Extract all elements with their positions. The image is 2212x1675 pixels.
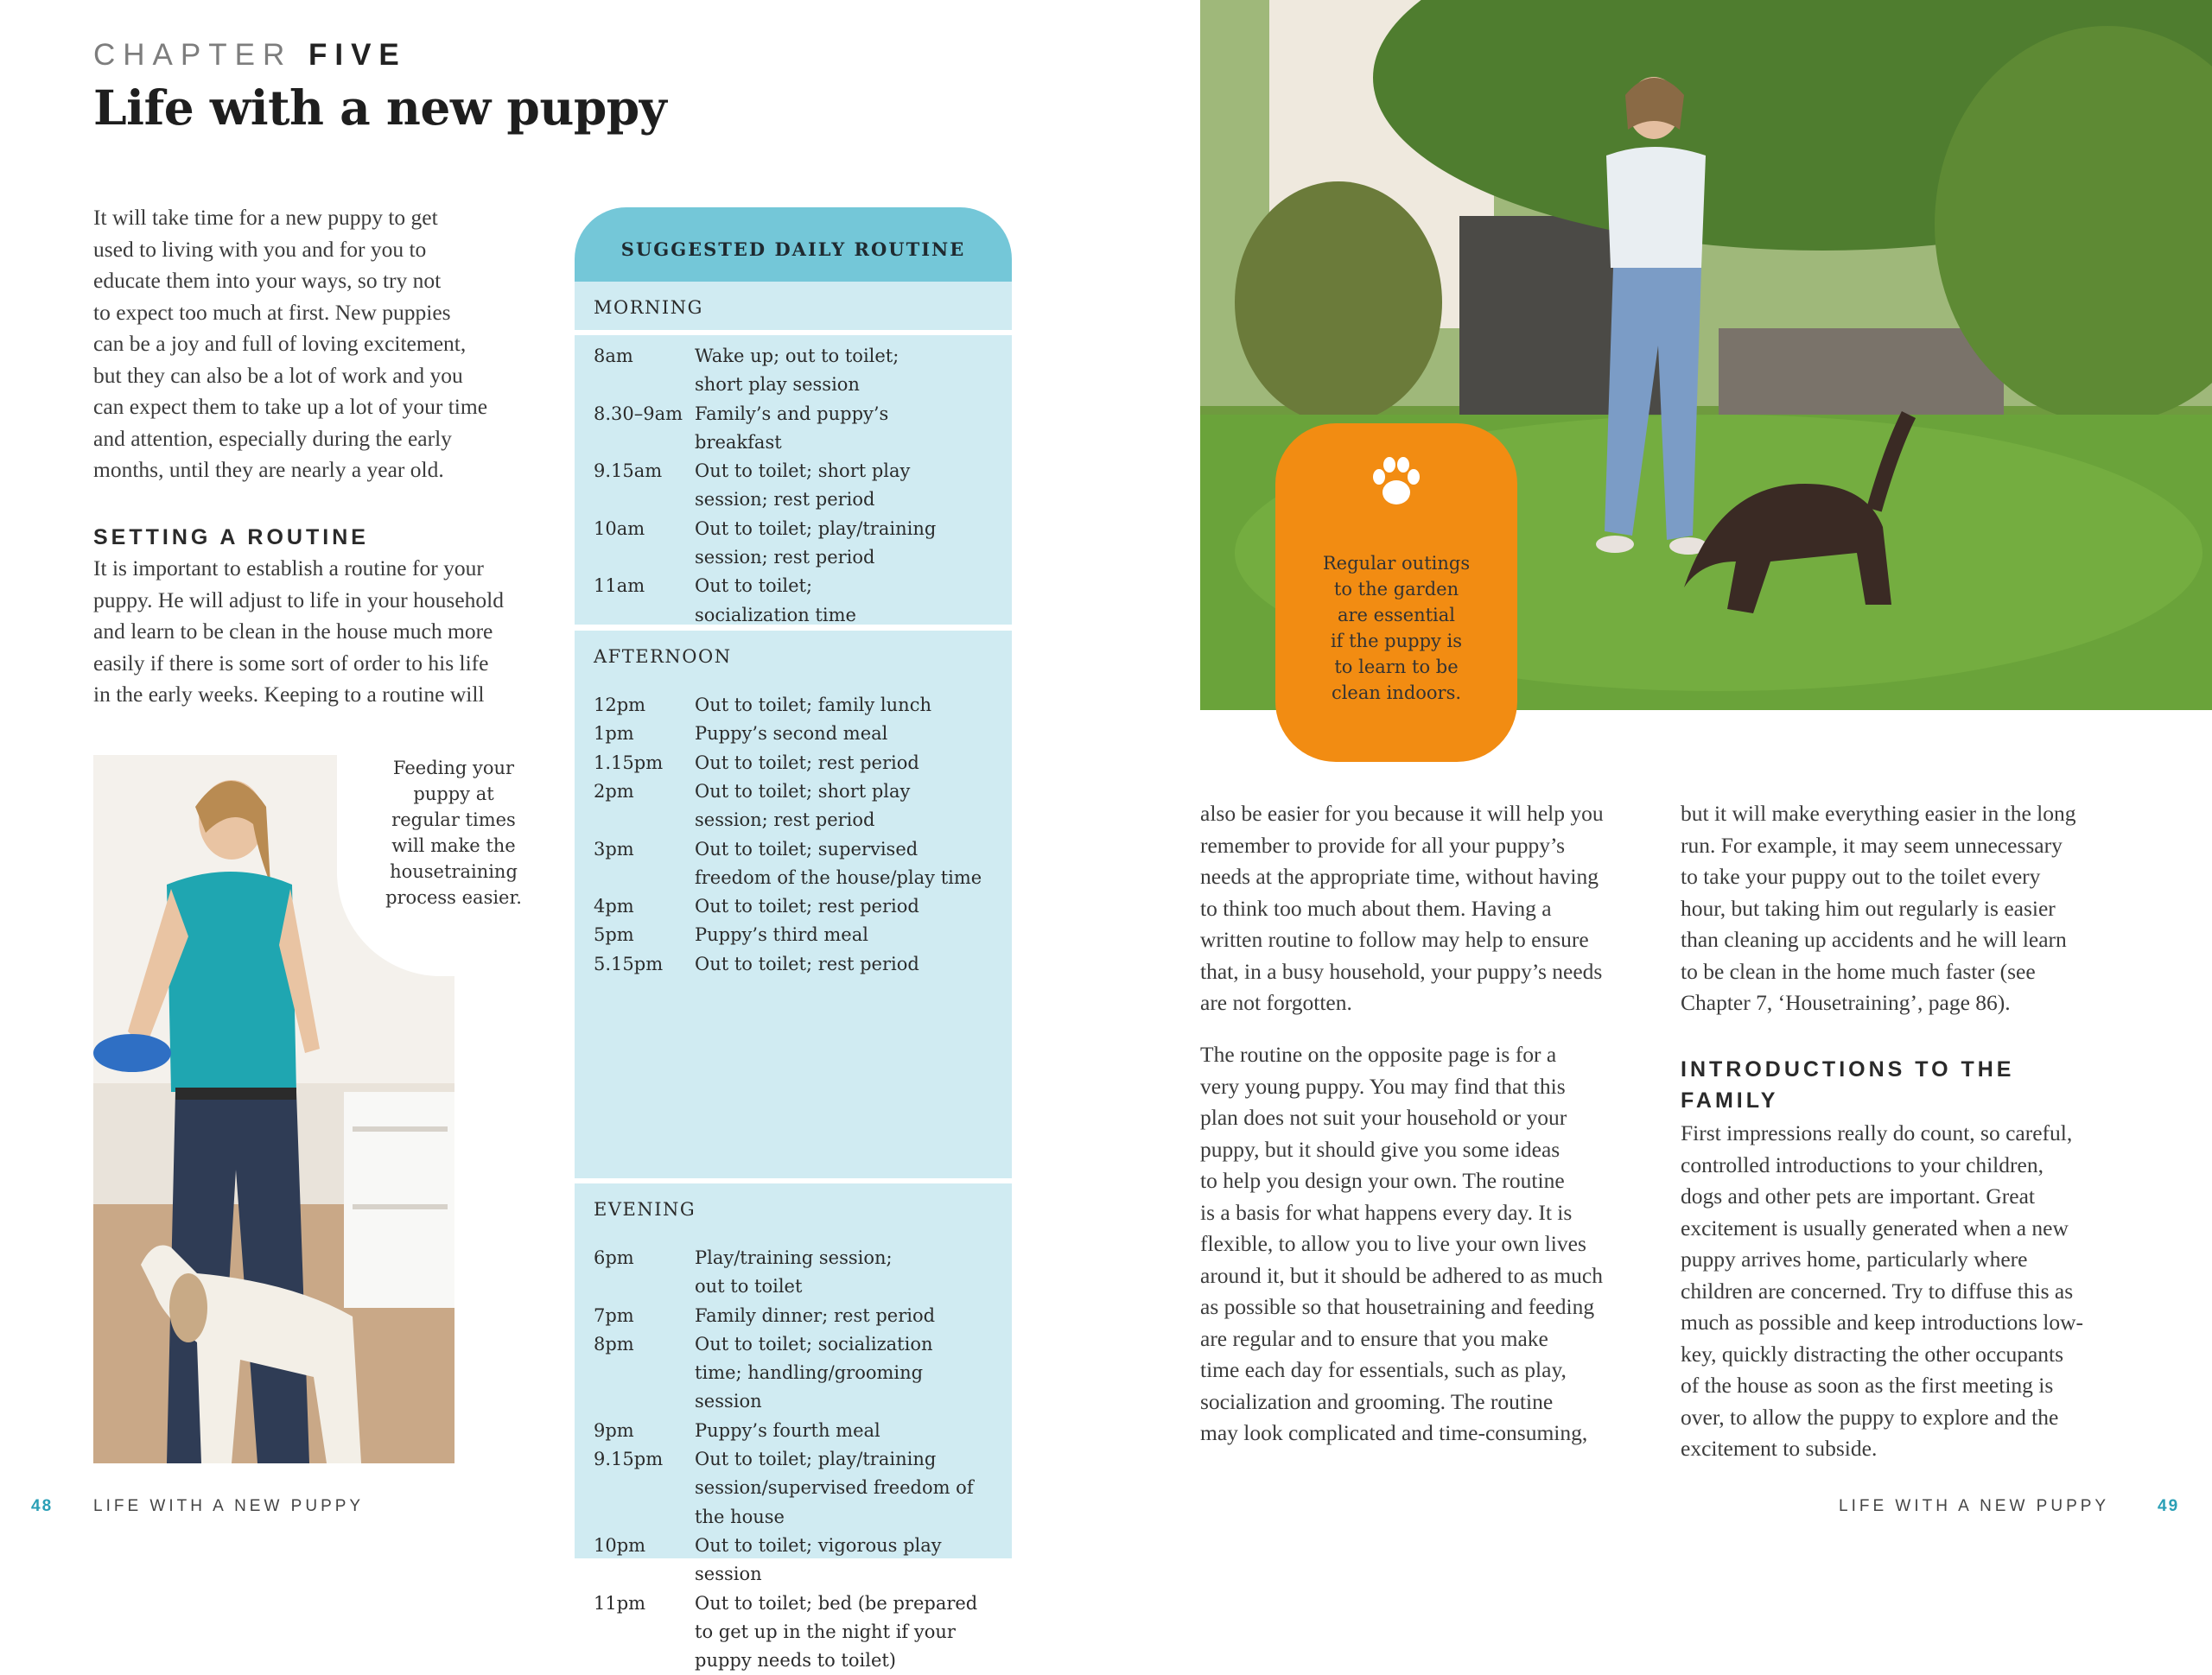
activity-line: the house bbox=[695, 1506, 785, 1527]
text-line: It will take time for a new puppy to get bbox=[93, 205, 438, 230]
caption-line: Feeding your bbox=[392, 758, 515, 778]
routine-row bbox=[575, 457, 1012, 515]
routine-activity bbox=[695, 1244, 1006, 1302]
routine-row bbox=[575, 1532, 1012, 1589]
text-line: controlled introductions to your children, bbox=[1681, 1152, 2044, 1177]
routine-activity bbox=[695, 777, 1006, 835]
paw-icon bbox=[1275, 454, 1517, 512]
text-line: excitement to subside. bbox=[1681, 1436, 1878, 1461]
routine-row bbox=[575, 572, 1012, 630]
activity-line: session bbox=[695, 1391, 762, 1412]
routine-activity bbox=[695, 921, 1006, 949]
text-line: to take your puppy out to the toilet every bbox=[1681, 864, 2041, 889]
routine-time: 8.30–9am bbox=[594, 403, 683, 424]
text-line: written routine to follow may help to ensure bbox=[1200, 927, 1589, 952]
page-number-right: 49 bbox=[2158, 1497, 2180, 1515]
text-line: plan does not suit your household or your bbox=[1200, 1105, 1567, 1130]
section-heading-routine: SETTING A ROUTINE bbox=[93, 525, 369, 549]
text-line: excitement is usually generated when a new bbox=[1681, 1215, 2069, 1240]
right-col1-para1 bbox=[1200, 798, 1667, 1019]
text-line: remember to provide for all your puppy’s bbox=[1200, 832, 1566, 858]
right-col2-para1 bbox=[1681, 798, 2164, 1019]
caption-line: puppy at bbox=[413, 784, 494, 804]
activity-line: Out to toilet; socialization bbox=[695, 1333, 933, 1355]
callout-text bbox=[1275, 550, 1517, 706]
running-head-left: LIFE WITH A NEW PUPPY bbox=[93, 1497, 365, 1515]
activity-line: Out to toilet; rest period bbox=[695, 953, 919, 974]
chapter-number: FIVE bbox=[308, 38, 407, 72]
text-line: to expect too much at first. New puppies bbox=[93, 299, 451, 325]
routine-activity bbox=[695, 572, 1006, 630]
text-line: to help you design your own. The routine bbox=[1200, 1168, 1565, 1193]
callout-line: to the garden bbox=[1333, 579, 1459, 600]
text-line: puppy. He will adjust to life in your household bbox=[93, 587, 504, 612]
text-line: Chapter 7, ‘Housetraining’, page 86). bbox=[1681, 990, 2011, 1015]
text-line: may look complicated and time-consuming, bbox=[1200, 1420, 1588, 1445]
page-title: Life with a new puppy bbox=[93, 79, 667, 136]
text-line: of the house as soon as the first meeting is bbox=[1681, 1373, 2054, 1398]
text-line: over, to allow the puppy to explore and the bbox=[1681, 1404, 2059, 1430]
routine-row bbox=[575, 720, 1012, 748]
routine-activity bbox=[695, 691, 1006, 720]
routine-activity bbox=[695, 749, 1006, 777]
activity-line: Wake up; out to toilet; bbox=[695, 346, 899, 366]
activity-line: Out to toilet; supervised bbox=[695, 838, 918, 860]
text-line: easily if there is some sort of order to his life bbox=[93, 650, 489, 676]
intro-paragraph bbox=[93, 202, 577, 486]
text-line: time each day for essentials, such as play, bbox=[1200, 1357, 1567, 1382]
routine-time: 5.15pm bbox=[594, 953, 664, 974]
text-line: are not forgotten. bbox=[1200, 990, 1352, 1015]
routine-time: 9.15pm bbox=[594, 1449, 664, 1470]
routine-row bbox=[575, 1417, 1012, 1445]
text-line: used to living with you and for you to bbox=[93, 236, 427, 262]
routine-section-label: EVENING bbox=[594, 1199, 696, 1220]
routine-time: 12pm bbox=[594, 695, 646, 715]
text-line: can be a joy and full of loving excitement, bbox=[93, 331, 467, 356]
activity-line: Family dinner; rest period bbox=[695, 1304, 936, 1326]
activity-line: Out to toilet; rest period bbox=[695, 896, 919, 917]
routine-row bbox=[575, 835, 1012, 893]
text-line: to think too much about them. Having a bbox=[1200, 895, 1552, 921]
routine-row bbox=[575, 1445, 1012, 1532]
routine-row bbox=[575, 1330, 1012, 1417]
routine-row bbox=[575, 921, 1012, 949]
text-line: educate them into your ways, so try not bbox=[93, 268, 442, 293]
activity-line: out to toilet bbox=[695, 1276, 803, 1297]
right-col2-para2 bbox=[1681, 1118, 2164, 1465]
text-line: but they can also be a lot of work and you bbox=[93, 362, 463, 388]
text-line: hour, but taking him out regularly is easier bbox=[1681, 895, 2056, 921]
activity-line: session/supervised freedom of bbox=[695, 1477, 974, 1499]
text-line: are regular and to ensure that you make bbox=[1200, 1325, 1548, 1351]
routine-row bbox=[575, 691, 1012, 720]
routine-activity bbox=[695, 1532, 1006, 1589]
text-line: also be easier for you because it will help you bbox=[1200, 801, 1604, 826]
caption-line: process easier. bbox=[385, 887, 522, 908]
activity-line: breakfast bbox=[695, 431, 782, 453]
routine-time: 2pm bbox=[594, 780, 634, 802]
text-line: and learn to be clean in the house much more bbox=[93, 619, 493, 644]
routine-time: 8pm bbox=[594, 1333, 634, 1355]
callout-line: are essential bbox=[1338, 605, 1455, 625]
text-line: much as possible and keep introductions low- bbox=[1681, 1310, 2083, 1335]
activity-line: Puppy’s second meal bbox=[695, 723, 888, 745]
activity-line: Out to toilet; bed (be prepared bbox=[695, 1592, 978, 1614]
text-line: puppy, but it should give you some ideas bbox=[1200, 1136, 1560, 1162]
text-line: needs at the appropriate time, without having bbox=[1200, 864, 1599, 889]
routine-activity bbox=[695, 892, 1006, 921]
text-line: months, until they are nearly a year old. bbox=[93, 457, 444, 482]
routine-time: 10am bbox=[594, 517, 645, 539]
activity-line: Puppy’s third meal bbox=[695, 924, 868, 946]
routine-activity bbox=[695, 1330, 1006, 1417]
text-line: flexible, to allow you to live your own lives bbox=[1200, 1231, 1586, 1256]
text-line: around it, but it should be adhered to as much bbox=[1200, 1262, 1603, 1288]
routine-time: 10pm bbox=[594, 1535, 646, 1556]
text-line: as possible so that housetraining and feeding bbox=[1200, 1294, 1595, 1319]
routine-title: SUGGESTED DAILY ROUTINE bbox=[575, 207, 1012, 282]
routine-row bbox=[575, 400, 1012, 458]
routine-time: 5pm bbox=[594, 924, 634, 946]
routine-paragraph bbox=[93, 553, 577, 711]
text-line: to be clean in the home much faster (see bbox=[1681, 958, 2036, 984]
activity-line: Play/training session; bbox=[695, 1247, 893, 1268]
daily-routine-panel bbox=[575, 207, 1012, 1672]
routine-time: 6pm bbox=[594, 1247, 634, 1268]
routine-time: 7pm bbox=[594, 1304, 634, 1326]
text-line: key, quickly distracting the other occupants bbox=[1681, 1341, 2064, 1367]
activity-line: session bbox=[695, 1564, 762, 1585]
routine-section-label: AFTERNOON bbox=[594, 646, 732, 667]
routine-activity bbox=[695, 400, 1006, 458]
routine-activity bbox=[695, 950, 1006, 979]
text-line: It is important to establish a routine for your bbox=[93, 555, 484, 581]
routine-row bbox=[575, 950, 1012, 979]
routine-activity bbox=[695, 1302, 1006, 1330]
chapter-word: CHAPTER bbox=[93, 38, 293, 72]
text-line: socialization and grooming. The routine bbox=[1200, 1388, 1554, 1414]
chapter-label bbox=[93, 38, 407, 73]
routine-time: 11pm bbox=[594, 1592, 646, 1614]
section-heading-introductions bbox=[1681, 1054, 2014, 1116]
routine-activity bbox=[695, 720, 1006, 748]
heading-line: INTRODUCTIONS TO THE bbox=[1681, 1057, 2015, 1082]
text-line: dogs and other pets are important. Great bbox=[1681, 1183, 2035, 1209]
activity-line: Out to toilet; vigorous play bbox=[695, 1535, 942, 1556]
activity-line: to get up in the night if your bbox=[695, 1621, 956, 1642]
routine-row bbox=[575, 1589, 1012, 1675]
routine-time: 8am bbox=[594, 346, 633, 366]
text-line: is a basis for what happens every day. It is bbox=[1200, 1199, 1573, 1225]
activity-line: freedom of the house/play time bbox=[695, 866, 982, 888]
garden-callout bbox=[1275, 423, 1517, 762]
routine-time: 9pm bbox=[594, 1419, 634, 1441]
routine-activity bbox=[695, 1417, 1006, 1445]
activity-line: Out to toilet; family lunch bbox=[695, 695, 931, 715]
activity-line: Puppy’s fourth meal bbox=[695, 1419, 880, 1441]
routine-row bbox=[575, 749, 1012, 777]
text-line: but it will make everything easier in the long bbox=[1681, 801, 2076, 826]
routine-time: 9.15am bbox=[594, 460, 663, 482]
caption-line: will make the bbox=[391, 835, 516, 856]
text-line: can expect them to take up a lot of your time bbox=[93, 394, 488, 419]
right-col1-para2 bbox=[1200, 1039, 1667, 1450]
text-line: children are concerned. Try to diffuse this as bbox=[1681, 1278, 2074, 1304]
routine-activity bbox=[695, 1445, 1006, 1532]
routine-activity bbox=[695, 515, 1006, 573]
text-line: and attention, especially during the early bbox=[93, 425, 452, 451]
routine-activity bbox=[695, 1589, 1006, 1675]
caption-line: housetraining bbox=[390, 861, 518, 882]
callout-line: if the puppy is bbox=[1330, 631, 1463, 651]
routine-activity bbox=[695, 342, 1006, 400]
text-line: First impressions really do count, so careful, bbox=[1681, 1120, 2073, 1145]
routine-row bbox=[575, 342, 1012, 400]
running-head-right: LIFE WITH A NEW PUPPY bbox=[1839, 1497, 2110, 1515]
routine-activity bbox=[695, 835, 1006, 893]
text-line: that, in a busy household, your puppy’s needs bbox=[1200, 958, 1603, 984]
routine-section-label: MORNING bbox=[594, 297, 703, 318]
activity-line: session; rest period bbox=[695, 547, 875, 568]
text-line: in the early weeks. Keeping to a routine will bbox=[93, 682, 485, 707]
activity-line: socialization time bbox=[695, 604, 856, 625]
activity-line: Out to toilet; play/training bbox=[695, 517, 937, 539]
text-line: The routine on the opposite page is for a bbox=[1200, 1042, 1557, 1067]
routine-activity bbox=[695, 457, 1006, 515]
routine-row bbox=[575, 892, 1012, 921]
callout-line: to learn to be bbox=[1334, 657, 1459, 677]
text-line: run. For example, it may seem unnecessary bbox=[1681, 832, 2063, 858]
page-number-left: 48 bbox=[31, 1497, 54, 1515]
activity-line: puppy needs to toilet) bbox=[695, 1650, 896, 1672]
heading-line: FAMILY bbox=[1681, 1088, 1779, 1113]
activity-line: Out to toilet; rest period bbox=[695, 752, 919, 773]
text-line: than cleaning up accidents and he will learn bbox=[1681, 927, 2067, 952]
photo-caption-left bbox=[372, 755, 536, 910]
callout-line: Regular outings bbox=[1322, 553, 1471, 574]
routine-row bbox=[575, 777, 1012, 835]
routine-time: 4pm bbox=[594, 896, 634, 917]
routine-divider bbox=[575, 330, 1012, 335]
caption-line: regular times bbox=[391, 809, 516, 830]
activity-line: Out to toilet; short play bbox=[695, 780, 911, 802]
routine-time: 1.15pm bbox=[594, 752, 664, 773]
activity-line: Out to toilet; bbox=[695, 575, 813, 597]
routine-row bbox=[575, 1244, 1012, 1302]
activity-line: Out to toilet; play/training bbox=[695, 1449, 937, 1470]
activity-line: short play session bbox=[695, 374, 860, 396]
routine-row bbox=[575, 1302, 1012, 1330]
routine-time: 11am bbox=[594, 575, 645, 597]
activity-line: time; handling/grooming bbox=[695, 1362, 924, 1384]
activity-line: session; rest period bbox=[695, 809, 875, 831]
text-line: very young puppy. You may find that this bbox=[1200, 1073, 1566, 1099]
activity-line: session; rest period bbox=[695, 489, 875, 511]
text-line: puppy arrives home, particularly where bbox=[1681, 1247, 2028, 1272]
activity-line: Family’s and puppy’s bbox=[695, 403, 889, 424]
routine-time: 1pm bbox=[594, 723, 634, 745]
routine-time: 3pm bbox=[594, 838, 634, 860]
routine-row bbox=[575, 515, 1012, 573]
activity-line: Out to toilet; short play bbox=[695, 460, 911, 482]
callout-line: clean indoors. bbox=[1331, 682, 1462, 703]
